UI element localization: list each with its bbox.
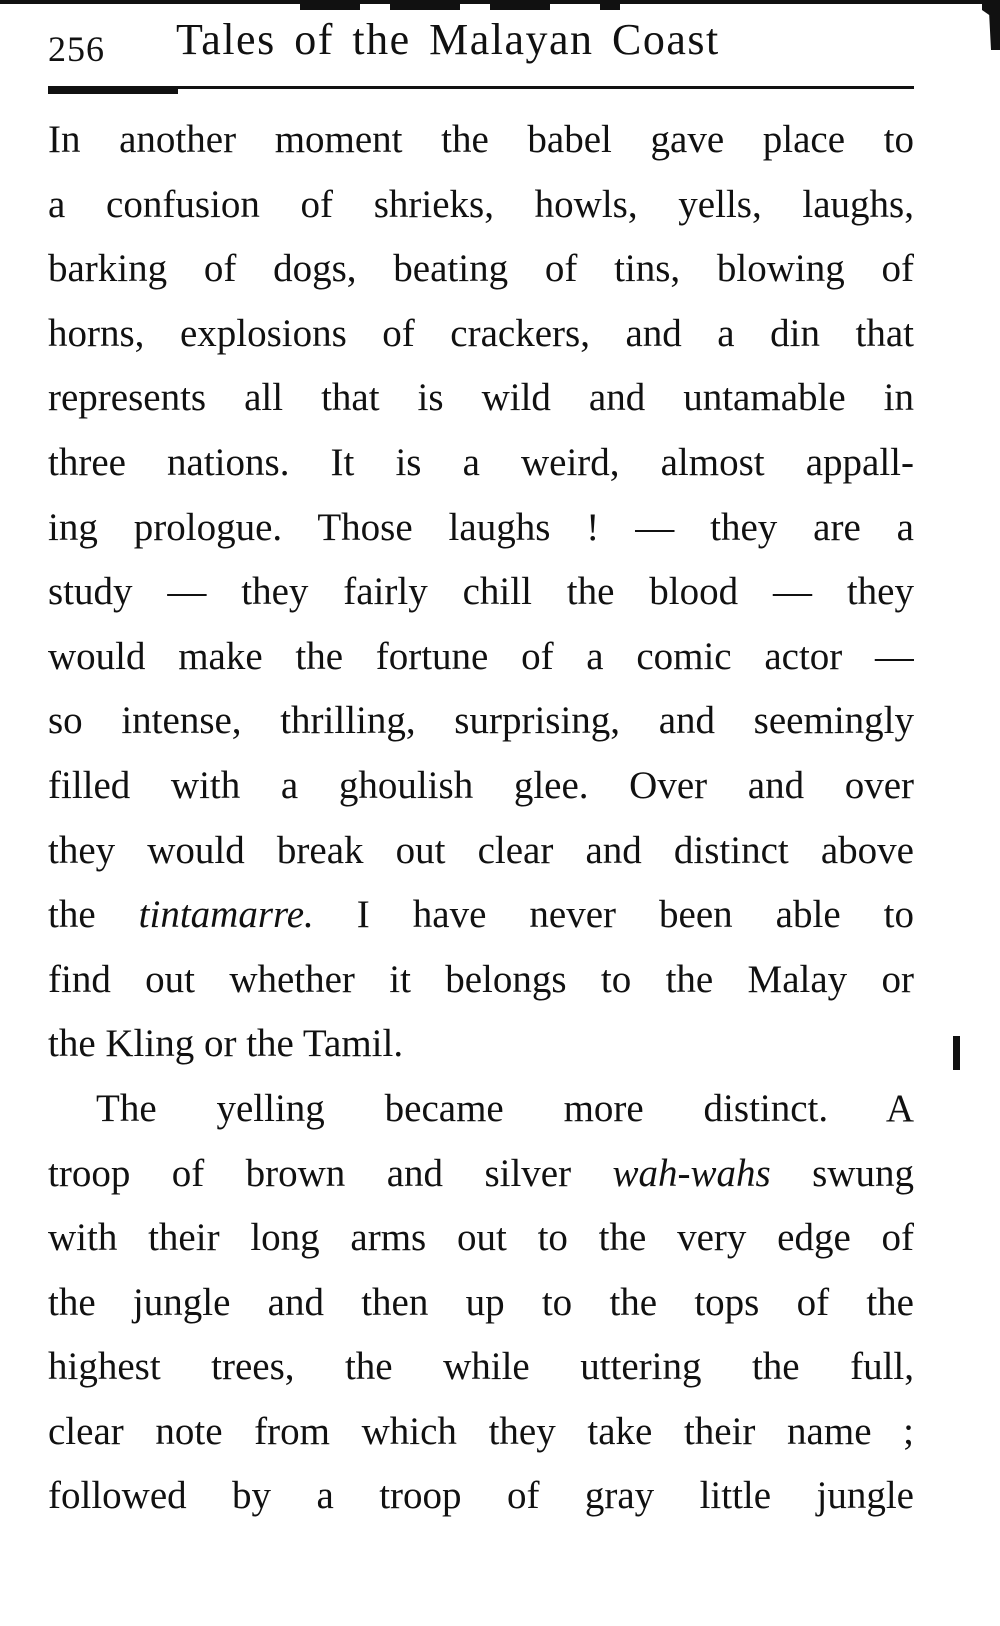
body-text <box>48 108 914 1529</box>
text-line: they would break out clear and distinct above <box>48 828 914 872</box>
text-line: a confusion of shrieks, howls, yells, laughs, <box>48 182 914 226</box>
text-line: represents all that is wild and untamable in <box>48 376 914 420</box>
header-rule-thick <box>48 88 178 94</box>
text-line: with their long arms out to the very edge of <box>48 1216 914 1260</box>
text-line: the jungle and then up to the tops of the <box>48 1280 914 1324</box>
text-line: would make the fortune of a comic actor — <box>48 634 914 678</box>
text-run: swung <box>770 1151 914 1195</box>
scan-corner-mark <box>982 0 1000 50</box>
page-header <box>48 14 916 74</box>
running-title: Tales of the Malayan Coast <box>176 15 720 64</box>
text-line: so intense, thrilling, surprising, and seemingly <box>48 699 914 743</box>
text-line: barking of dogs, beating of tins, blowing of <box>48 247 914 291</box>
text-line: horns, explosions of crackers, and a din that <box>48 311 914 355</box>
text-run: I have never been able to <box>313 893 914 937</box>
text-run: troop of brown and silver <box>48 1151 613 1195</box>
text-line: clear note from which they take their name ; <box>48 1409 914 1453</box>
text-line <box>48 1142 914 1207</box>
italic-term: wah-wahs <box>612 1151 771 1195</box>
text-line: highest trees, the while uttering the full, <box>48 1345 914 1389</box>
text-line: find out whether it belongs to the Malay or <box>48 957 914 1001</box>
text-line: three nations. It is a weird, almost appall- <box>48 440 914 484</box>
text-line: study — they fairly chill the blood — they <box>48 570 914 614</box>
text-run: the <box>48 893 139 937</box>
italic-term: tintamarre. <box>138 893 314 937</box>
text-line: ing prologue. Those laughs ! — they are a <box>48 505 914 549</box>
text-line: filled with a ghoulish glee. Over and over <box>48 763 914 807</box>
text-line: The yelling became more distinct. A <box>96 1086 914 1130</box>
page-number: 256 <box>48 29 105 69</box>
text-line: followed by a troop of gray little jungle <box>48 1474 914 1518</box>
scan-top-specks <box>300 0 680 12</box>
text-line: In another moment the babel gave place to <box>48 118 914 161</box>
scan-margin-mark <box>953 1036 960 1070</box>
text-line: the Kling or the Tamil. <box>48 1022 404 1066</box>
text-line <box>48 883 914 948</box>
